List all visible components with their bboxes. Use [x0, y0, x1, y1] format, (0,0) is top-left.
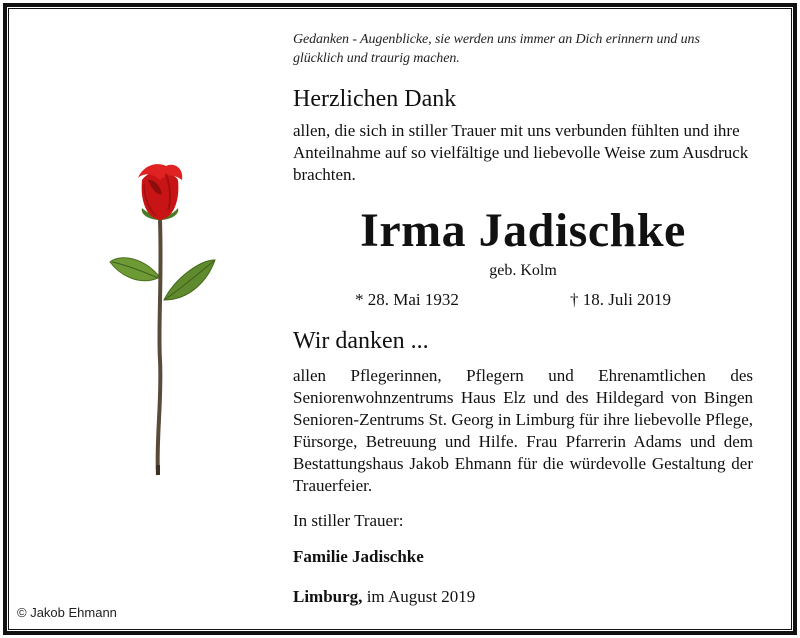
deceased-name: Irma Jadischke: [360, 204, 686, 257]
place-date-line: [293, 587, 475, 607]
maiden-name: geb. Kolm: [489, 262, 557, 279]
thanks-heading: Herzlichen Dank: [293, 86, 457, 112]
we-thank-text: allen Pflegerinnen, Pflegern und Ehrenamtlichen des Seniorenwohnzentrums Haus Elz und des Hildegard von Bingen Senioren-Zentrums St. Georg in Limburg für ihre liebevolle Pflege, Fürsorge, Betreuung und Hilfe. Frau Pfarrerin Adams und dem Bestattungshaus Jakob Ehmann für die würdevolle Gestaltung der Trauerfeier.: [293, 366, 753, 495]
red-rose-image: [100, 160, 230, 480]
obituary-content: [293, 30, 753, 606]
mourning-line: In stiller Trauer:: [293, 511, 404, 530]
photo-copyright: © Jakob Ehmann: [17, 605, 117, 620]
memorial-poem: Gedanken - Augenblicke, sie werden uns immer an Dich erinnern und uns glücklich und traurig machen.: [293, 32, 700, 66]
place-date: im August 2019: [366, 587, 476, 606]
death-date: † 18. Juli 2019: [570, 290, 672, 309]
place-city: Limburg,: [293, 587, 363, 606]
birth-date: * 28. Mai 1932: [355, 290, 459, 309]
we-thank-heading: Wir danken ...: [293, 328, 429, 354]
thanks-text: allen, die sich in stiller Trauer mit uns verbunden fühlten und ihre Anteilnahme auf so vielfältige und liebevolle Weise zum Ausdruck brachten.: [293, 121, 749, 184]
family-signature: Familie Jadischke: [293, 547, 424, 566]
